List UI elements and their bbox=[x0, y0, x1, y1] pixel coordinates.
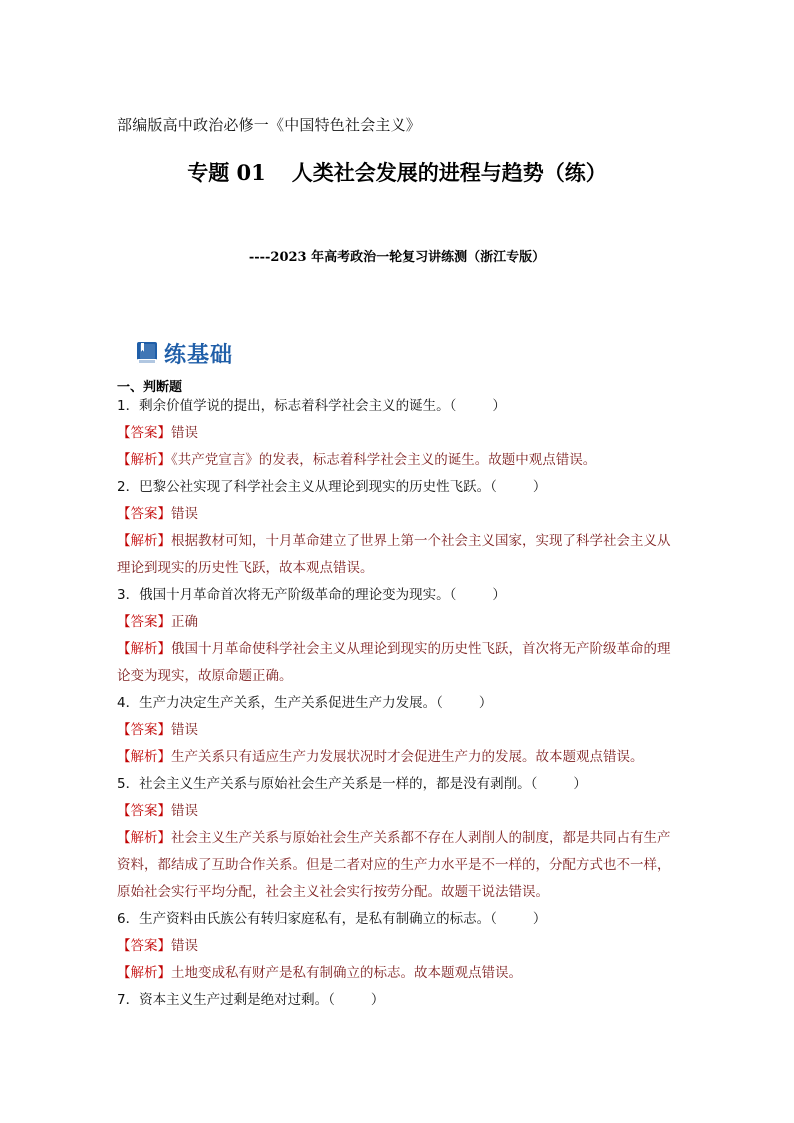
question-list bbox=[117, 393, 683, 1014]
question-stem: 4．生产力决定生产关系，生产关系促进生产力发展。（ ） bbox=[117, 695, 493, 711]
analysis-line: 【解析】根据教材可知，十月革命建立了世界上第一个社会主义国家，实现了科学社会主义从理论到现实的历史性飞跃，故本观点错误。 bbox=[117, 533, 671, 576]
analysis-line: 【解析】《共产党宣言》的发表，标志着科学社会主义的诞生。故题中观点错误。 bbox=[117, 452, 597, 468]
analysis-line: 【解析】社会主义生产关系与原始社会生产关系都不存在人剥削人的制度，都是共同占有生产资料，都结成了互助合作关系。但是二者对应的生产力水平是不一样的，分配方式也不一样，原始社会实行平均分配，社会主义社会实行按劳分配。故题干说法错误。 bbox=[117, 830, 671, 900]
answer-line: 【答案】错误 bbox=[117, 803, 198, 819]
analysis-line: 【解析】俄国十月革命使科学社会主义从理论到现实的历史性飞跃，首次将无产阶级革命的理论变为现实，故原命题正确。 bbox=[117, 641, 671, 684]
analysis-line: 【解析】生产关系只有适应生产力发展状况时才会促进生产力的发展。故本题观点错误。 bbox=[117, 749, 644, 765]
section-label: 练基础 bbox=[164, 342, 234, 368]
question-stem: 7．资本主义生产过剩是绝对过剩。（ ） bbox=[117, 992, 385, 1008]
page-title bbox=[0, 157, 794, 187]
question-type-heading: 一、判断题 bbox=[117, 380, 183, 395]
topic-number: 专题 01 bbox=[187, 160, 266, 185]
question-stem: 5．社会主义生产关系与原始社会生产关系是一样的，都是没有剥削。（ ） bbox=[117, 776, 587, 792]
book-icon bbox=[136, 341, 158, 365]
analysis-line: 【解析】土地变成私有财产是私有制确立的标志。故本题观点错误。 bbox=[117, 965, 522, 981]
course-name: 部编版高中政治必修一《中国特色社会主义》 bbox=[117, 116, 422, 134]
question-stem: 3．俄国十月革命首次将无产阶级革命的理论变为现实。（ ） bbox=[117, 587, 506, 603]
answer-line: 【答案】错误 bbox=[117, 506, 198, 522]
question-stem: 2．巴黎公社实现了科学社会主义从理论到现实的历史性飞跃。（ ） bbox=[117, 479, 547, 495]
answer-line: 【答案】错误 bbox=[117, 938, 198, 954]
answer-line: 【答案】正确 bbox=[117, 614, 198, 630]
series-subtitle: ----2023 年高考政治一轮复习讲练测（浙江专版） bbox=[248, 250, 546, 265]
answer-line: 【答案】错误 bbox=[117, 722, 198, 738]
topic-title: 人类社会发展的进程与趋势（练） bbox=[291, 160, 607, 185]
section-heading bbox=[136, 338, 233, 368]
question-stem: 6．生产资料由氏族公有转归家庭私有，是私有制确立的标志。（ ） bbox=[117, 911, 547, 927]
answer-line: 【答案】错误 bbox=[117, 425, 198, 441]
question-stem: 1．剩余价值学说的提出，标志着科学社会主义的诞生。（ ） bbox=[117, 398, 506, 414]
